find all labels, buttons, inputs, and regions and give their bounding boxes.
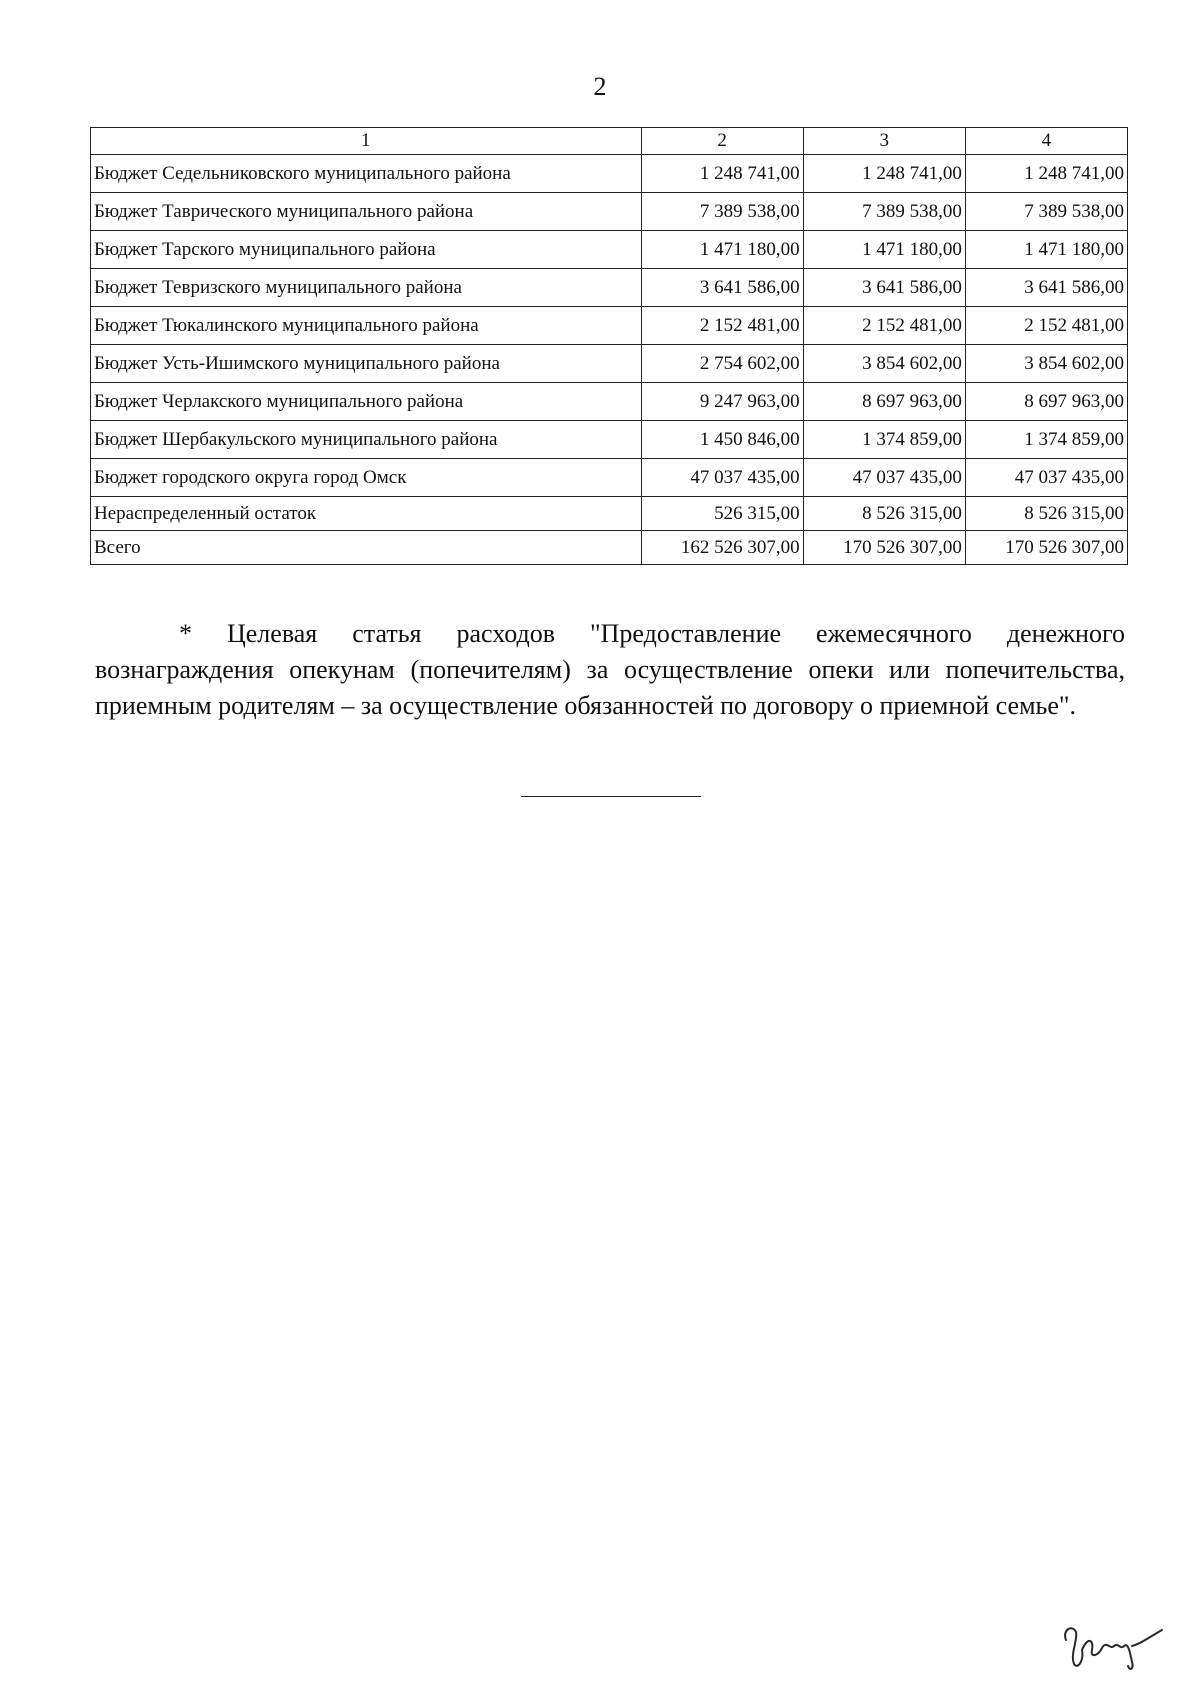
row-value-col2: 1 248 741,00: [641, 155, 803, 193]
row-name: Бюджет Усть-Ишимского муниципального района: [91, 345, 642, 383]
row-value-col4: 1 471 180,00: [965, 231, 1127, 269]
row-value-col4: 47 037 435,00: [965, 459, 1127, 497]
row-value-col2: 47 037 435,00: [641, 459, 803, 497]
row-value-col3: 47 037 435,00: [803, 459, 965, 497]
row-value-col2: 9 247 963,00: [641, 383, 803, 421]
row-name: Бюджет Черлакского муниципального района: [91, 383, 642, 421]
column-header-2: 2: [641, 128, 803, 155]
row-value-col4: 8 697 963,00: [965, 383, 1127, 421]
row-value-col4: 2 152 481,00: [965, 307, 1127, 345]
row-value-col3: 1 374 859,00: [803, 421, 965, 459]
row-name: Бюджет Тюкалинского муниципального района: [91, 307, 642, 345]
table-row: [91, 193, 1128, 231]
row-name: Бюджет Седельниковского муниципального района: [91, 155, 642, 193]
column-header-1: 1: [91, 128, 642, 155]
budget-table: [90, 127, 1128, 565]
row-value-col2: 162 526 307,00: [641, 531, 803, 565]
row-name: Бюджет Таврического муниципального района: [91, 193, 642, 231]
row-value-col2: 3 641 586,00: [641, 269, 803, 307]
row-value-col4: 1 374 859,00: [965, 421, 1127, 459]
handwritten-signature: [1058, 1610, 1168, 1674]
row-value-col2: 2 754 602,00: [641, 345, 803, 383]
row-value-col3: 8 526 315,00: [803, 497, 965, 531]
row-value-col3: 8 697 963,00: [803, 383, 965, 421]
table-header-row: [91, 128, 1128, 155]
separator-line: [521, 796, 701, 797]
row-value-col3: 1 248 741,00: [803, 155, 965, 193]
row-name: Бюджет Тарского муниципального района: [91, 231, 642, 269]
row-value-col4: 3 641 586,00: [965, 269, 1127, 307]
row-value-col4: 8 526 315,00: [965, 497, 1127, 531]
column-header-3: 3: [803, 128, 965, 155]
row-value-col2: 1 450 846,00: [641, 421, 803, 459]
table-row: [91, 459, 1128, 497]
row-name: Бюджет Шербакульского муниципального района: [91, 421, 642, 459]
table-row: [91, 383, 1128, 421]
row-value-col3: 1 471 180,00: [803, 231, 965, 269]
row-value-col4: 7 389 538,00: [965, 193, 1127, 231]
row-value-col3: 7 389 538,00: [803, 193, 965, 231]
page-number: 2: [593, 72, 607, 101]
table-total-row: [91, 531, 1128, 565]
row-value-col3: 3 854 602,00: [803, 345, 965, 383]
row-name: Всего: [91, 531, 642, 565]
column-header-4: 4: [965, 128, 1127, 155]
table-row: [91, 307, 1128, 345]
row-value-col3: 170 526 307,00: [803, 531, 965, 565]
row-value-col4: 3 854 602,00: [965, 345, 1127, 383]
footnote-paragraph: * Целевая статья расходов "Предоставление ежемесячного денежного вознаграждения опекунам (попечителям) за осуществление опеки или попечительства, приемным родителям – за осуществление обязанностей по договору о приемной семье".: [95, 619, 1125, 720]
row-value-col3: 2 152 481,00: [803, 307, 965, 345]
row-name: Бюджет городского округа город Омск: [91, 459, 642, 497]
row-value-col3: 3 641 586,00: [803, 269, 965, 307]
row-name: Нераспределенный остаток: [91, 497, 642, 531]
table-row: [91, 421, 1128, 459]
row-name: Бюджет Тевризского муниципального района: [91, 269, 642, 307]
table-row: [91, 269, 1128, 307]
row-value-col2: 7 389 538,00: [641, 193, 803, 231]
row-value-col4: 170 526 307,00: [965, 531, 1127, 565]
table-row: [91, 155, 1128, 193]
table-row: [91, 345, 1128, 383]
row-value-col4: 1 248 741,00: [965, 155, 1127, 193]
row-value-col2: 526 315,00: [641, 497, 803, 531]
row-value-col2: 2 152 481,00: [641, 307, 803, 345]
table-row: [91, 497, 1128, 531]
row-value-col2: 1 471 180,00: [641, 231, 803, 269]
table-row: [91, 231, 1128, 269]
